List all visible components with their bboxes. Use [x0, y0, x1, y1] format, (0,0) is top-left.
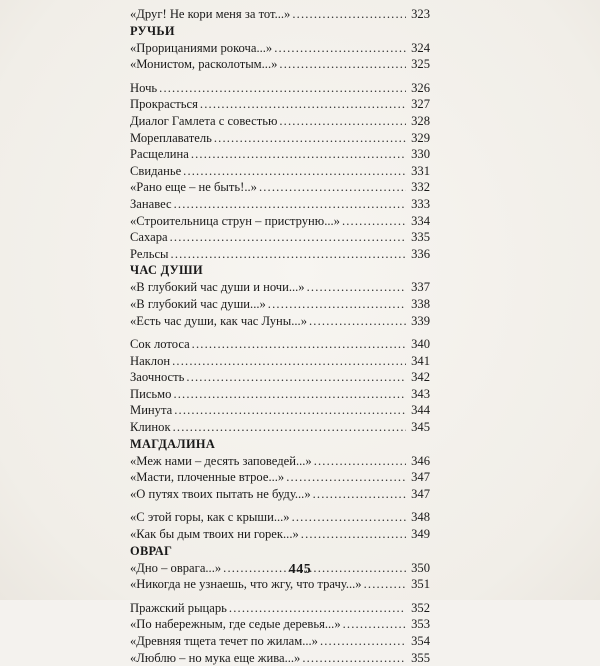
toc-entry-page: 336 [411, 246, 430, 261]
toc-entry-page: 347 [411, 470, 430, 485]
toc-entry-page: 338 [411, 296, 430, 311]
toc-entry [130, 213, 430, 230]
toc-entry-page: 340 [411, 337, 430, 352]
toc-entry-page: 355 [411, 650, 430, 665]
dot-leader [274, 40, 406, 57]
dot-leader [301, 526, 406, 543]
toc-entry [130, 402, 430, 419]
toc-entry-title: «О путях твоих пытать не буду...» [130, 486, 311, 501]
toc-entry-page: 328 [411, 113, 430, 128]
dot-leader [268, 296, 406, 313]
toc-entry-title: «Дно – оврага...» [130, 560, 222, 575]
dot-leader [229, 600, 406, 617]
toc-entry-title: «Меж нами – десять заповедей...» [130, 453, 312, 468]
toc-entry-page: 335 [411, 230, 430, 245]
toc-entry-title: Минута [130, 403, 173, 418]
toc-entry-page: 337 [411, 280, 430, 295]
toc-entry [130, 163, 430, 180]
dot-leader [364, 576, 406, 593]
dot-leader [174, 402, 406, 419]
toc-entry [130, 616, 430, 633]
dot-leader [200, 96, 406, 113]
toc-entry-page: 324 [411, 40, 430, 55]
toc-entry-page: 330 [411, 147, 430, 162]
toc-entry-title: «Люблю – но мука еще жива...» [130, 650, 301, 665]
dot-leader [307, 279, 406, 296]
toc-entry-page: 345 [411, 420, 430, 435]
toc-entry-title: Прокрасться [130, 97, 198, 112]
dot-leader [170, 229, 406, 246]
section-gap [130, 329, 430, 336]
toc-entry-title: «В глубокий час души...» [130, 296, 266, 311]
toc-entry-title: Клинок [130, 420, 171, 435]
dot-leader [214, 130, 406, 147]
toc-entry [130, 313, 430, 330]
toc-entry [130, 486, 430, 503]
toc-entry-title: Занавес [130, 196, 172, 211]
toc-entry-title: Сахара [130, 230, 168, 245]
toc-entry-title: Пражский рыцарь [130, 600, 227, 615]
toc-entry-title: Наклон [130, 353, 171, 368]
dot-leader [191, 146, 406, 163]
section-heading: ОВРАГ [130, 543, 173, 558]
dot-leader [183, 163, 406, 180]
toc-entry-title: «Друг! Не кори меня за тот...» [130, 7, 291, 21]
toc-entry [130, 6, 430, 23]
dot-leader [173, 386, 406, 403]
toc-entry-title: «Прорицаниями рокоча...» [130, 40, 273, 55]
toc-entry-title: Сок лотоса [130, 337, 190, 352]
toc-entry-page: 329 [411, 130, 430, 145]
toc-entry-title: «Есть час души, как час Луны...» [130, 313, 307, 328]
dot-leader [171, 246, 406, 263]
dot-leader [292, 6, 406, 23]
section-heading: РУЧЬИ [130, 23, 175, 38]
section-heading: МАГДАЛИНА [130, 436, 216, 451]
toc-entry-page: 352 [411, 600, 430, 615]
toc-entry [130, 576, 430, 593]
toc-entry [130, 229, 430, 246]
toc-entry-page: 351 [411, 577, 430, 592]
dot-leader [192, 336, 406, 353]
toc-entry-page: 347 [411, 486, 430, 501]
toc-entry-page: 342 [411, 370, 430, 385]
toc-entry [130, 419, 430, 436]
toc-entry-page: 348 [411, 510, 430, 525]
toc-entry [130, 369, 430, 386]
dot-leader [172, 353, 406, 370]
toc-entry-page: 346 [411, 453, 430, 468]
toc-entry-title: Диалог Гамлета с совестью [130, 113, 278, 128]
toc-entry [130, 386, 430, 403]
dot-leader [279, 113, 406, 130]
toc-entry [130, 526, 430, 543]
dot-leader [186, 369, 406, 386]
toc-entry [130, 113, 430, 130]
toc-entry-page: 323 [411, 7, 430, 21]
toc-entry-title: «Никогда не узнаешь, что жгу, что трачу...» [130, 577, 362, 592]
toc-entry-page: 332 [411, 180, 430, 195]
toc-entry-page: 339 [411, 313, 430, 328]
toc-entry-title: «Монистом, расколотым...» [130, 57, 278, 72]
toc-entry [130, 179, 430, 196]
dot-leader [342, 213, 406, 230]
toc-entry [130, 130, 430, 147]
toc-entry [130, 40, 430, 57]
toc-entry-title: Расщелина [130, 147, 189, 162]
dot-leader [302, 650, 406, 666]
section-gap [130, 73, 430, 80]
toc-entry [130, 96, 430, 113]
dot-leader [286, 469, 406, 486]
toc-entry-title: «Строительница струн – приструню...» [130, 213, 340, 228]
toc-entry [130, 246, 430, 263]
toc-entry-page: 326 [411, 80, 430, 95]
toc-entry-page: 354 [411, 634, 430, 648]
toc-entry-page: 331 [411, 163, 430, 178]
toc-entry-title: «Как бы дым твоих ни горек...» [130, 527, 299, 542]
toc-entry-title: Рельсы [130, 246, 169, 261]
toc-entry-page: 341 [411, 353, 430, 368]
dot-leader [279, 56, 406, 73]
toc-entry [130, 80, 430, 97]
toc-entry [130, 336, 430, 353]
section-gap [130, 593, 430, 600]
toc-entry [130, 353, 430, 370]
toc-entry-page: 353 [411, 617, 430, 632]
toc-entry-page: 349 [411, 527, 430, 542]
toc-entry-title: «Рано еще – не быть!..» [130, 180, 257, 195]
toc-entry [130, 196, 430, 213]
toc-entry-title: Мореплаватель [130, 130, 212, 145]
toc-entry-title: «В глубокий час души и ночи...» [130, 280, 305, 295]
toc-entry [130, 56, 430, 73]
toc-entry [130, 453, 430, 470]
dot-leader [320, 633, 406, 650]
dot-leader [159, 80, 406, 97]
toc-entry [130, 279, 430, 296]
toc-entry-page: 327 [411, 97, 430, 112]
toc-entry-title: «Древняя тщета течет по жилам...» [130, 634, 318, 648]
dot-leader [313, 486, 406, 503]
dot-leader [259, 179, 406, 196]
toc-entry-title: Свиданье [130, 163, 182, 178]
dot-leader [343, 616, 406, 633]
toc-entry-title: Заочность [130, 370, 185, 385]
toc-entry-page: 334 [411, 213, 430, 228]
toc-entry-page: 344 [411, 403, 430, 418]
toc-entry-page: 333 [411, 196, 430, 211]
toc-entry [130, 469, 430, 486]
toc-entry [130, 600, 430, 617]
dot-leader [173, 419, 406, 436]
toc-entry-title: Ночь [130, 80, 158, 95]
toc-entry-title: «По набережным, где седые деревья...» [130, 617, 341, 632]
toc-entry [130, 633, 430, 650]
toc-entry [130, 650, 430, 666]
toc-entry [130, 146, 430, 163]
dot-leader [314, 453, 406, 470]
toc-entry-title: «С этой горы, как с крыши...» [130, 510, 290, 525]
toc-entry [130, 509, 430, 526]
toc-entry [130, 296, 430, 313]
page-number: 445 [288, 562, 312, 577]
dot-leader [292, 509, 406, 526]
toc-entry-page: 350 [411, 560, 430, 575]
toc-entry-page: 343 [411, 386, 430, 401]
toc-entry-page: 325 [411, 57, 430, 72]
dot-leader [309, 313, 406, 330]
section-heading: ЧАС ДУШИ [130, 263, 203, 278]
dot-leader [174, 196, 406, 213]
section-gap [130, 502, 430, 509]
toc-entry-title: Письмо [130, 386, 172, 401]
toc-entry-title: «Масти, плоченные втрое...» [130, 470, 285, 485]
